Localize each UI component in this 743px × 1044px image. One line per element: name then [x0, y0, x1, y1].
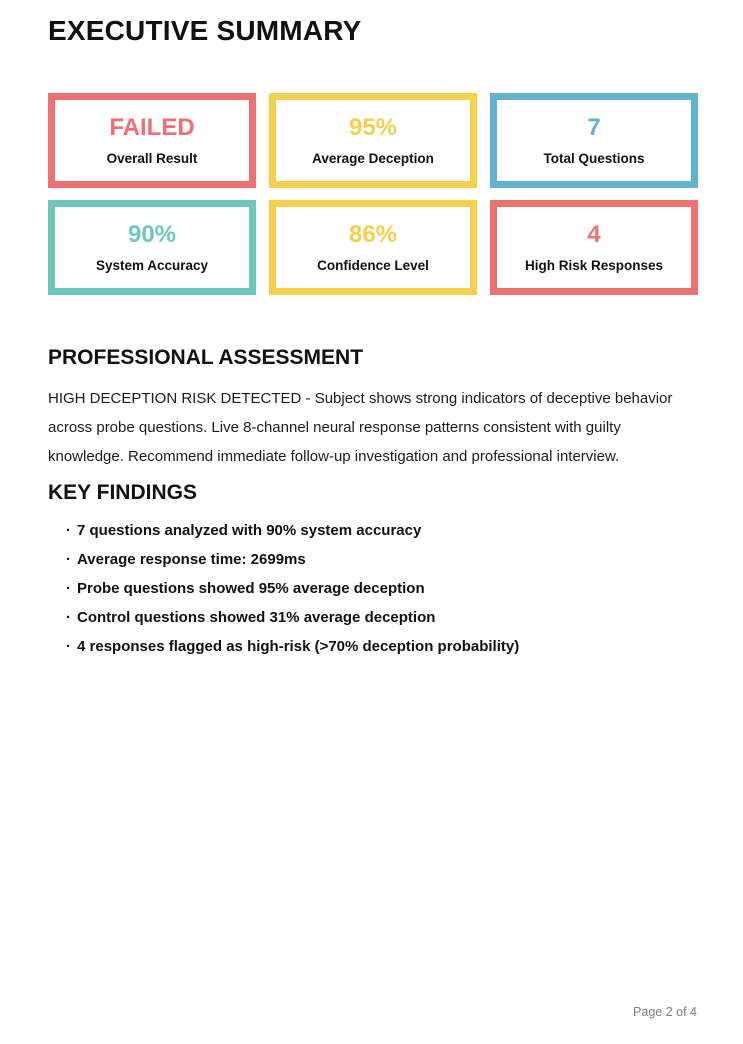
- stat-card-total-questions: [490, 93, 698, 188]
- stat-card-overall-result: [48, 93, 256, 188]
- stat-value: 4: [587, 221, 601, 249]
- finding-text: 7 questions analyzed with 90% system accuracy: [77, 522, 422, 539]
- page-number: Page 2 of 4: [633, 1005, 697, 1019]
- stat-label: Average Deception: [312, 150, 434, 166]
- stat-value: FAILED: [109, 114, 195, 142]
- key-findings-list: [66, 523, 698, 655]
- assessment-heading: PROFESSIONAL ASSESSMENT: [48, 346, 364, 369]
- summary-cards: [48, 93, 698, 295]
- stat-label: Overall Result: [106, 150, 198, 166]
- list-item: [66, 581, 698, 597]
- stat-label: Confidence Level: [317, 257, 429, 273]
- stat-value: 7: [587, 114, 601, 142]
- list-item: [66, 610, 698, 626]
- stat-label: Total Questions: [543, 150, 645, 166]
- finding-text: 4 responses flagged as high-risk (>70% deception probability): [77, 638, 520, 655]
- assessment-body: HIGH DECEPTION RISK DETECTED - Subject shows strong indicators of deceptive behavior across probe questions. Live 8-channel neural response patterns consistent with guilty knowledge. Recommend immediate follow-up investigation and professional interview.: [48, 390, 673, 465]
- finding-text: Probe questions showed 95% average deception: [77, 580, 425, 597]
- list-item: [66, 639, 698, 655]
- bullet-icon: ·: [66, 580, 71, 597]
- stat-label: High Risk Responses: [524, 257, 664, 273]
- page-title: EXECUTIVE SUMMARY: [48, 15, 362, 46]
- key-findings-heading: KEY FINDINGS: [48, 481, 197, 504]
- bullet-icon: ·: [66, 638, 71, 655]
- stat-card-average-deception: [269, 93, 477, 188]
- bullet-icon: ·: [66, 551, 71, 568]
- list-item: [66, 552, 698, 568]
- bullet-icon: ·: [66, 609, 71, 626]
- finding-text: Control questions showed 31% average deception: [77, 609, 436, 626]
- stat-value: 90%: [127, 221, 177, 249]
- stat-value: 95%: [348, 114, 398, 142]
- stat-card-confidence-level: [269, 200, 477, 295]
- list-item: [66, 523, 698, 539]
- bullet-icon: ·: [66, 522, 71, 539]
- stat-value: 86%: [348, 221, 398, 249]
- stat-card-system-accuracy: [48, 200, 256, 295]
- stat-label: System Accuracy: [95, 257, 209, 273]
- finding-text: Average response time: 2699ms: [77, 551, 306, 568]
- stat-card-high-risk-responses: [490, 200, 698, 295]
